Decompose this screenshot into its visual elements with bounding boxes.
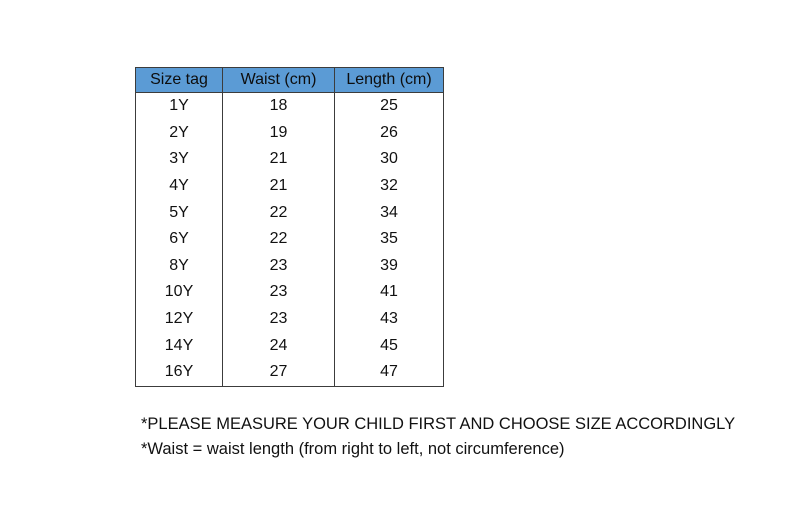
cell-waist: 24 xyxy=(223,332,335,359)
table-row xyxy=(136,306,444,333)
table-row xyxy=(136,253,444,280)
cell-length: 39 xyxy=(335,253,444,280)
header-length: Length (cm) xyxy=(335,68,444,93)
cell-waist: 22 xyxy=(223,199,335,226)
cell-waist: 19 xyxy=(223,120,335,147)
header-waist: Waist (cm) xyxy=(223,68,335,93)
waist-note: *Waist = waist length (from right to left, not circumference) xyxy=(141,440,565,458)
cell-length: 43 xyxy=(335,306,444,333)
cell-length: 47 xyxy=(335,359,444,386)
cell-length: 26 xyxy=(335,120,444,147)
measure-note: *PLEASE MEASURE YOUR CHILD FIRST AND CHOOSE SIZE ACCORDINGLY xyxy=(141,415,736,433)
cell-waist: 21 xyxy=(223,173,335,200)
table-row xyxy=(136,120,444,147)
cell-length: 35 xyxy=(335,226,444,253)
cell-length: 41 xyxy=(335,279,444,306)
cell-waist: 22 xyxy=(223,226,335,253)
cell-size-tag: 16Y xyxy=(164,363,194,381)
cell-waist: 27 xyxy=(223,359,335,386)
cell-size-tag: 4Y xyxy=(169,177,189,195)
cell-length: 30 xyxy=(335,146,444,173)
cell-length: 45 xyxy=(335,332,444,359)
table-header-row xyxy=(136,68,444,93)
table-row xyxy=(136,93,444,120)
cell-size-tag: 6Y xyxy=(169,230,189,248)
cell-waist: 23 xyxy=(223,306,335,333)
header-size-tag: Size tag xyxy=(136,68,223,93)
cell-size-tag: 14Y xyxy=(164,336,194,354)
table-row xyxy=(136,359,444,386)
table-row xyxy=(136,173,444,200)
cell-waist: 23 xyxy=(223,279,335,306)
cell-length: 25 xyxy=(335,93,444,120)
cell-size-tag: 1Y xyxy=(169,97,189,115)
cell-size-tag: 8Y xyxy=(169,256,189,274)
cell-size-tag: 2Y xyxy=(169,123,189,141)
cell-length: 32 xyxy=(335,173,444,200)
table-row xyxy=(136,199,444,226)
cell-waist: 18 xyxy=(223,93,335,120)
size-chart-table xyxy=(135,67,444,387)
cell-waist: 21 xyxy=(223,146,335,173)
table-row xyxy=(136,146,444,173)
cell-size-tag: 3Y xyxy=(169,150,189,168)
cell-size-tag: 5Y xyxy=(169,203,189,221)
cell-size-tag: 10Y xyxy=(164,283,194,301)
size-notes xyxy=(141,412,735,462)
table-row xyxy=(136,332,444,359)
cell-waist: 23 xyxy=(223,253,335,280)
cell-length: 34 xyxy=(335,199,444,226)
table-body xyxy=(136,93,444,387)
cell-size-tag: 12Y xyxy=(164,310,194,328)
table-row xyxy=(136,279,444,306)
table-row xyxy=(136,226,444,253)
